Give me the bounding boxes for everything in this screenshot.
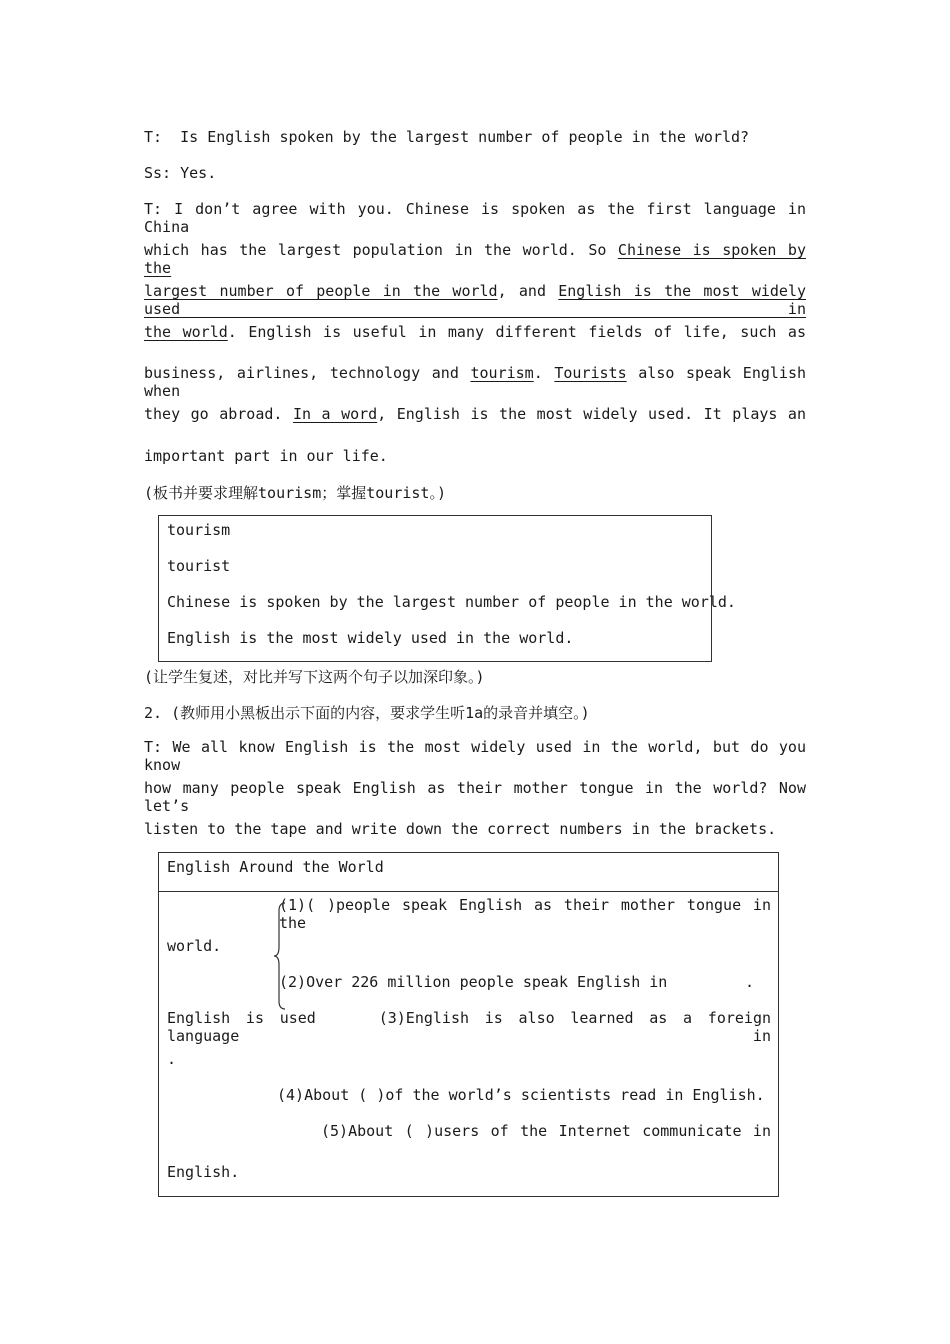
item-3-row xyxy=(167,1009,771,1045)
board-line-tourist: tourist xyxy=(167,557,231,575)
vocab-tourists: Tourists xyxy=(554,364,627,382)
retell-note: (让学生复述，对比并写下这两个句子以加深印象。) xyxy=(144,668,485,686)
teacher-reply-line-6: they go abroad. In a word, English is the most widely used. It plays an xyxy=(144,405,806,423)
underlined-phrase: largest number of people in the world xyxy=(144,282,498,300)
table-title: English Around the World xyxy=(167,858,384,876)
teacher-line-1: T: We all know English is the most widely used in the world, but do you know xyxy=(144,738,806,774)
teacher-reply-line-2: which has the largest population in the world. So Chinese is spoken by the xyxy=(144,241,806,277)
item-5-end: English. xyxy=(167,1163,240,1181)
teacher-line-2: how many people speak English as their mother tongue in the world? Now let’s xyxy=(144,779,806,815)
item-5: (5)About ( )users of the Internet communicate in xyxy=(321,1122,771,1140)
teacher-reply-line-1: T: I don’t agree with you. Chinese is spoken as the first language in China xyxy=(144,200,806,236)
left-brace-icon xyxy=(273,901,287,1011)
table-divider xyxy=(159,891,778,892)
teacher-line-3: listen to the tape and write down the correct numbers in the brackets. xyxy=(144,820,777,838)
item-2-end: . xyxy=(745,973,755,991)
underlined-phrase: the world xyxy=(144,323,228,341)
teacher-question xyxy=(144,128,806,146)
students-answer: Ss: Yes. xyxy=(144,164,217,182)
item-1: (1)( )people speak English as their mother tongue in the xyxy=(279,896,771,932)
underlined-phrase: English is the most widely used in xyxy=(144,282,807,318)
step-2-instruction: 2. (教师用小黑板出示下面的内容，要求学生听1a的录音并填空。) xyxy=(144,704,590,722)
item-1-cont: world. xyxy=(167,937,222,955)
question-text: Is English spoken by the largest number of people in the world? xyxy=(180,128,750,146)
english-is-used-label: English is used xyxy=(167,1009,316,1027)
board-line-tourism: tourism xyxy=(167,521,231,539)
underlined-phrase: Chinese is spoken by the xyxy=(144,241,806,277)
board-line-chinese: Chinese is spoken by the largest number of people in the world. xyxy=(167,593,736,611)
item-3: (3)English is also learned as a foreign language in xyxy=(167,1009,772,1045)
teacher-reply-line-7: important part in our life. xyxy=(144,447,388,465)
item-2: (2)Over 226 million people speak English in xyxy=(279,973,668,991)
worksheet-table xyxy=(158,852,779,1197)
speaker-label: T: xyxy=(144,128,163,146)
teacher-reply-line-5: business, airlines, technology and tourism. Tourists also speak English when xyxy=(144,364,807,400)
item-3-end: . xyxy=(167,1050,177,1068)
board-line-english: English is the most widely used in the world. xyxy=(167,629,574,647)
vocab-tourism: tourism xyxy=(470,364,534,382)
item-4: (4)About ( )of the world’s scientists read in English. xyxy=(277,1086,765,1104)
underlined-phrase: In a word xyxy=(292,405,378,423)
blackboard-box xyxy=(158,515,736,662)
teacher-reply-line-3: largest number of people in the world, and English is the most widely used in xyxy=(144,282,807,318)
blackboard-note: (板书并要求理解tourism；掌握tourist。) xyxy=(144,484,446,502)
teacher-reply-line-4: the world. English is useful in many different fields of life, such as xyxy=(144,323,806,341)
